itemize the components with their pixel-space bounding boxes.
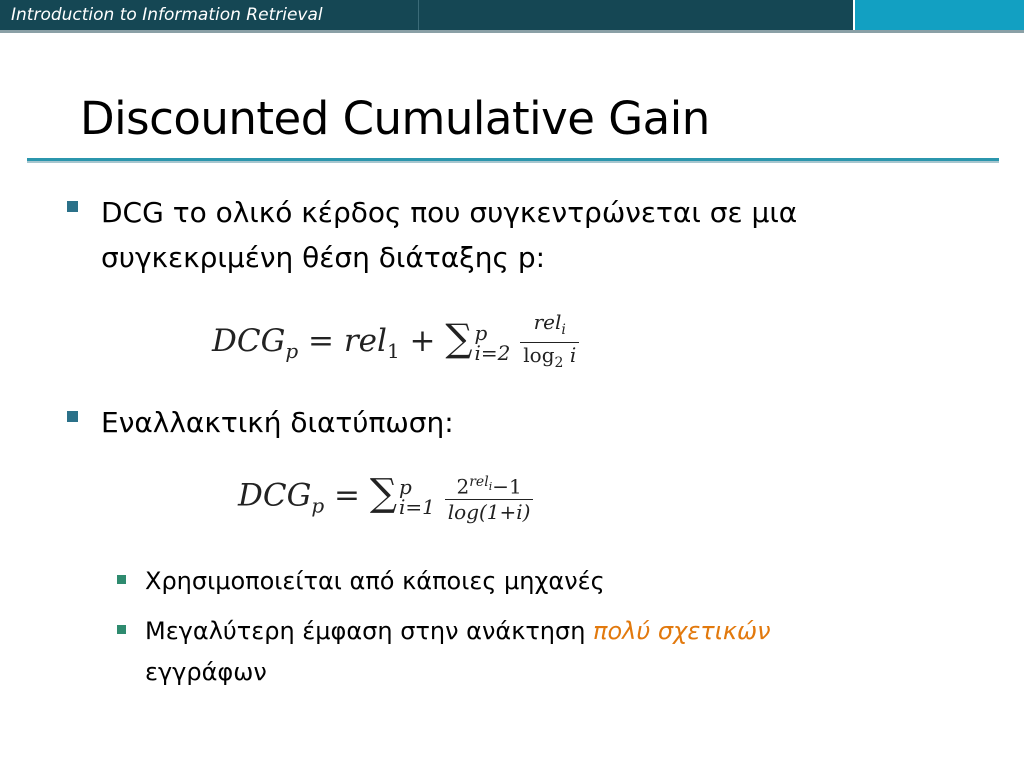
course-title: Introduction to Information Retrieval — [11, 5, 323, 25]
header-segment-middle — [419, 0, 853, 32]
fraction-denominator — [445, 500, 534, 524]
formula-fraction — [520, 310, 579, 375]
formula-term-sub: 1 — [386, 339, 400, 364]
dcg-alt-formula — [238, 470, 533, 524]
sub-bullet-text: Χρησιμοποιείται από κάποιες μηχανές — [145, 567, 605, 595]
formula-fraction — [445, 470, 534, 524]
sum-upper: p — [399, 474, 412, 499]
denominator-var: i — [569, 343, 577, 367]
square-bullet-icon — [117, 575, 126, 584]
numerator-base: 2 — [456, 474, 470, 499]
bullet-text-line1: DCG το ολικό κέρδος που συγκεντρώνεται σε μια — [101, 196, 798, 229]
numerator-exp-sub: i — [488, 479, 493, 493]
sub-bullet-text-before: Μεγαλύτερη έμφαση στην ανάκτηση — [145, 617, 594, 645]
fraction-denominator — [520, 343, 579, 375]
header-segment-accent — [855, 0, 1024, 32]
fraction-numerator — [445, 470, 534, 500]
formula-lhs: DCG — [212, 323, 286, 359]
sum-lower: i=1 — [399, 494, 435, 519]
denominator-base: 2 — [554, 355, 564, 371]
header-shadow — [0, 30, 1024, 33]
denominator-text: log(1+i) — [447, 499, 531, 524]
bullet-text — [101, 190, 967, 280]
sum-symbol: ∑ — [445, 316, 473, 360]
square-bullet-icon — [117, 625, 126, 634]
formula-lhs: DCG — [238, 477, 312, 514]
sum-lower: i=2 — [474, 340, 511, 365]
formula-lhs-sub: p — [285, 339, 299, 364]
sub-bullet-item — [117, 611, 937, 693]
formula-equals: = — [334, 477, 360, 514]
formula-plus: + — [409, 323, 436, 359]
numerator-minus: −1 — [492, 474, 522, 499]
formula-term: rel — [343, 323, 387, 359]
bullet-item — [67, 400, 967, 445]
slide-title: Discounted Cumulative Gain — [80, 92, 710, 145]
square-bullet-icon — [67, 411, 78, 422]
sum-limits — [474, 320, 511, 365]
sum-symbol: ∑ — [369, 470, 397, 515]
dcg-formula — [212, 310, 579, 375]
sum-limits — [399, 474, 435, 519]
formula-equals: = — [308, 323, 334, 359]
bullet-text-line2: συγκεκριμένη θέση διάταξης p: — [101, 241, 546, 274]
denominator-log: log — [523, 343, 555, 367]
header-bar — [0, 0, 1024, 32]
emphasis-text: πολύ σχετικών — [593, 617, 771, 645]
sum-upper: p — [474, 320, 488, 345]
sub-bullet-text-after: εγγράφων — [145, 658, 267, 686]
title-underline — [27, 158, 999, 163]
bullet-text: Εναλλακτική διατύπωση: — [101, 406, 454, 439]
square-bullet-icon — [67, 201, 78, 212]
formula-lhs-sub: p — [311, 493, 325, 518]
sub-bullet-item — [117, 561, 937, 602]
numerator-exp: rel — [469, 474, 489, 490]
numerator-sub: i — [561, 322, 566, 338]
numerator-text: rel — [533, 310, 562, 334]
bullet-item — [67, 190, 967, 280]
fraction-numerator — [520, 310, 579, 343]
sub-bullet-text — [145, 611, 937, 693]
